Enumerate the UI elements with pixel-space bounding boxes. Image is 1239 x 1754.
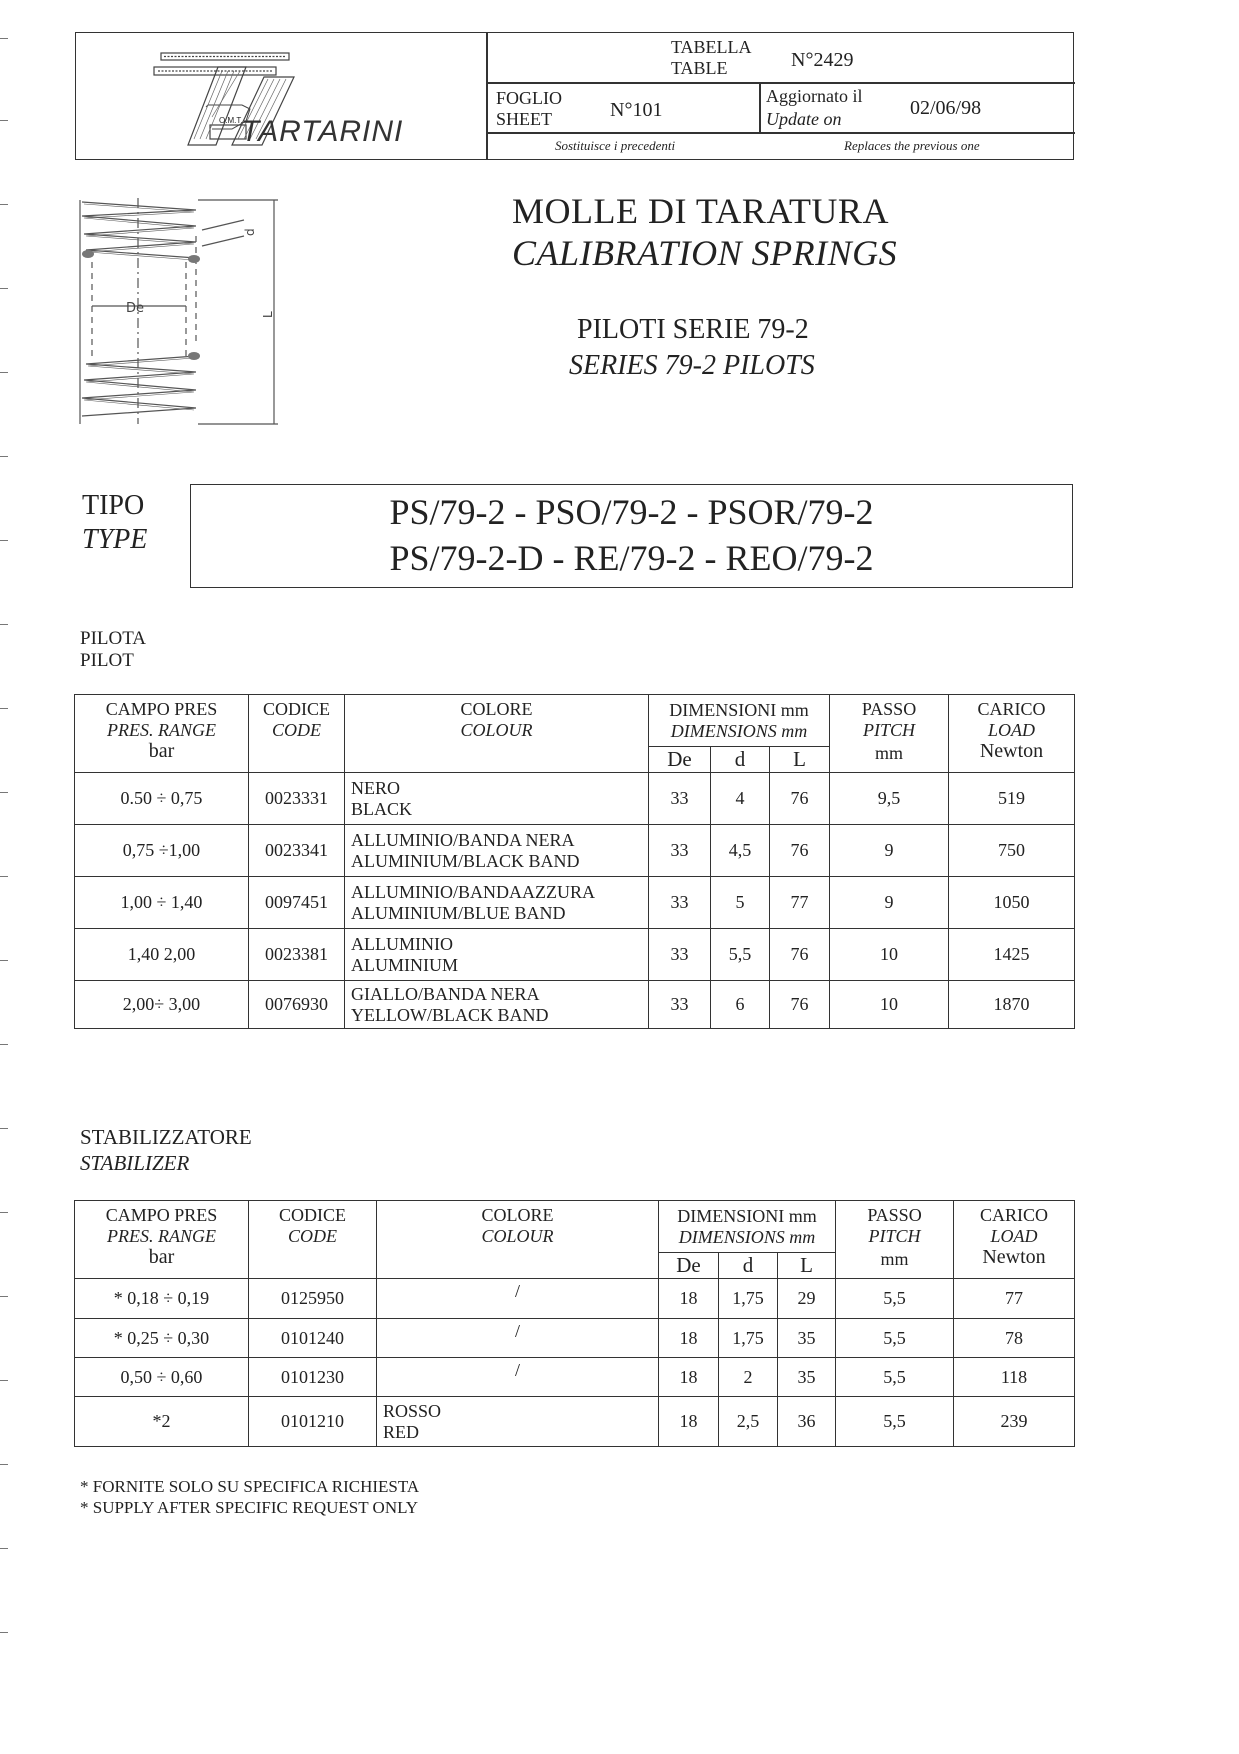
- colour-header: COLORE COLOUR: [377, 1201, 659, 1279]
- table-row: *2 0101210 ROSSO RED 18 2,5 36 5,5 239: [75, 1397, 1075, 1447]
- sheet-label-it: FOGLIO: [496, 88, 562, 108]
- table-label-en: TABLE: [671, 58, 728, 78]
- stabilizer-table: [74, 1200, 1075, 1447]
- series-it: PILOTI SERIE 79-2: [577, 314, 809, 345]
- dims-header: DIMENSIONI mm DIMENSIONS mm: [659, 1201, 836, 1253]
- table-row: 0,75 ÷1,00 0023341 ALLUMINIO/BANDA NERA ALUMINIUM/BLACK BAND 33 4,5 76 9 750: [75, 825, 1075, 877]
- table-number: N°2429: [791, 49, 854, 71]
- table-row: * 0,18 ÷ 0,19 0125950 / 18 1,75 29 5,5 77: [75, 1279, 1075, 1319]
- dims-header: DIMENSIONI mm DIMENSIONS mm: [649, 695, 830, 747]
- series-en: SERIES 79-2 PILOTS: [569, 350, 815, 381]
- sheet-label-en: SHEET: [496, 109, 552, 129]
- pilot-label-en: PILOT: [80, 650, 134, 671]
- de-header: De: [659, 1253, 719, 1279]
- pitch-header: PASSO PITCH mm: [836, 1201, 954, 1279]
- title-en: CALIBRATION SPRINGS: [512, 233, 898, 273]
- type-line-2: PS/79-2-D - RE/79-2 - REO/79-2: [389, 538, 874, 578]
- type-label-it: TIPO: [82, 490, 145, 521]
- load-header: CARICO LOAD Newton: [949, 695, 1075, 773]
- colour-header: COLORE COLOUR: [345, 695, 649, 773]
- dim-label-l: L: [261, 311, 275, 318]
- replaces-en: Replaces the previous one: [844, 138, 980, 153]
- update-label-en: Update on: [766, 109, 842, 129]
- replaces-it: Sostituisce i precedenti: [555, 138, 676, 153]
- table-header-row: [75, 1201, 1075, 1253]
- table-row: 1,00 ÷ 1,40 0097451 ALLUMINIO/BANDAAZZURA ALUMINIUM/BLUE BAND 33 5 77 9 1050: [75, 877, 1075, 929]
- dim-label-d: d: [243, 228, 257, 236]
- spring-drawing-icon: [78, 196, 288, 428]
- update-label-it: Aggiornato il: [766, 86, 863, 106]
- d-header: d: [719, 1253, 778, 1279]
- dim-label-de: De: [126, 301, 145, 316]
- range-header: CAMPO PRES PRES. RANGE bar: [75, 1201, 249, 1279]
- table-header-row: [75, 695, 1075, 747]
- footnotes: [80, 1476, 419, 1518]
- pilot-label: [80, 628, 146, 672]
- load-header: CARICO LOAD Newton: [954, 1201, 1075, 1279]
- code-header: CODICE CODE: [249, 695, 345, 773]
- table-row: * 0,25 ÷ 0,30 0101240 / 18 1,75 35 5,5 78: [75, 1319, 1075, 1358]
- type-box: [190, 484, 1073, 588]
- table-row: 0.50 ÷ 0,75 0023331 NERO BLACK 33 4 76 9,5 519: [75, 773, 1075, 825]
- footnote-en: * SUPPLY AFTER SPECIFIC REQUEST ONLY: [80, 1498, 419, 1517]
- logo-small-text: O.M.T.: [219, 116, 243, 125]
- type-label-en: TYPE: [82, 524, 148, 555]
- l-header: L: [770, 747, 830, 773]
- de-header: De: [649, 747, 711, 773]
- l-header: L: [778, 1253, 836, 1279]
- pilot-table: [74, 694, 1075, 1029]
- footnote-it: * FORNITE SOLO SU SPECIFICA RICHIESTA: [80, 1477, 420, 1496]
- code-header: CODICE CODE: [249, 1201, 377, 1279]
- table-row: 0,50 ÷ 0,60 0101230 / 18 2 35 5,5 118: [75, 1358, 1075, 1397]
- stabilizer-label-en: STABILIZER: [80, 1151, 190, 1175]
- stabilizer-label-it: STABILIZZATORE: [80, 1125, 252, 1149]
- d-header: d: [711, 747, 770, 773]
- sheet-number: N°101: [610, 99, 663, 121]
- company-name: TARTARINI: [241, 115, 404, 148]
- table-label-it: TABELLA: [671, 37, 752, 57]
- table-row: 2,00÷ 3,00 0076930 GIALLO/BANDA NERA YELLOW/BLACK BAND 33 6 76 10 1870: [75, 981, 1075, 1029]
- title-it: MOLLE DI TARATURA: [512, 191, 889, 231]
- header-box: [75, 32, 1074, 160]
- pilot-label-it: PILOTA: [80, 628, 147, 649]
- pitch-header: PASSO PITCH mm: [830, 695, 949, 773]
- range-header: CAMPO PRES PRES. RANGE bar: [75, 695, 249, 773]
- table-row: 1,40 2,00 0023381 ALLUMINIO ALUMINIUM 33 5,5 76 10 1425: [75, 929, 1075, 981]
- stabilizer-label: [80, 1124, 252, 1176]
- update-date: 02/06/98: [910, 97, 982, 119]
- type-line-1: PS/79-2 - PSO/79-2 - PSOR/79-2: [389, 492, 874, 532]
